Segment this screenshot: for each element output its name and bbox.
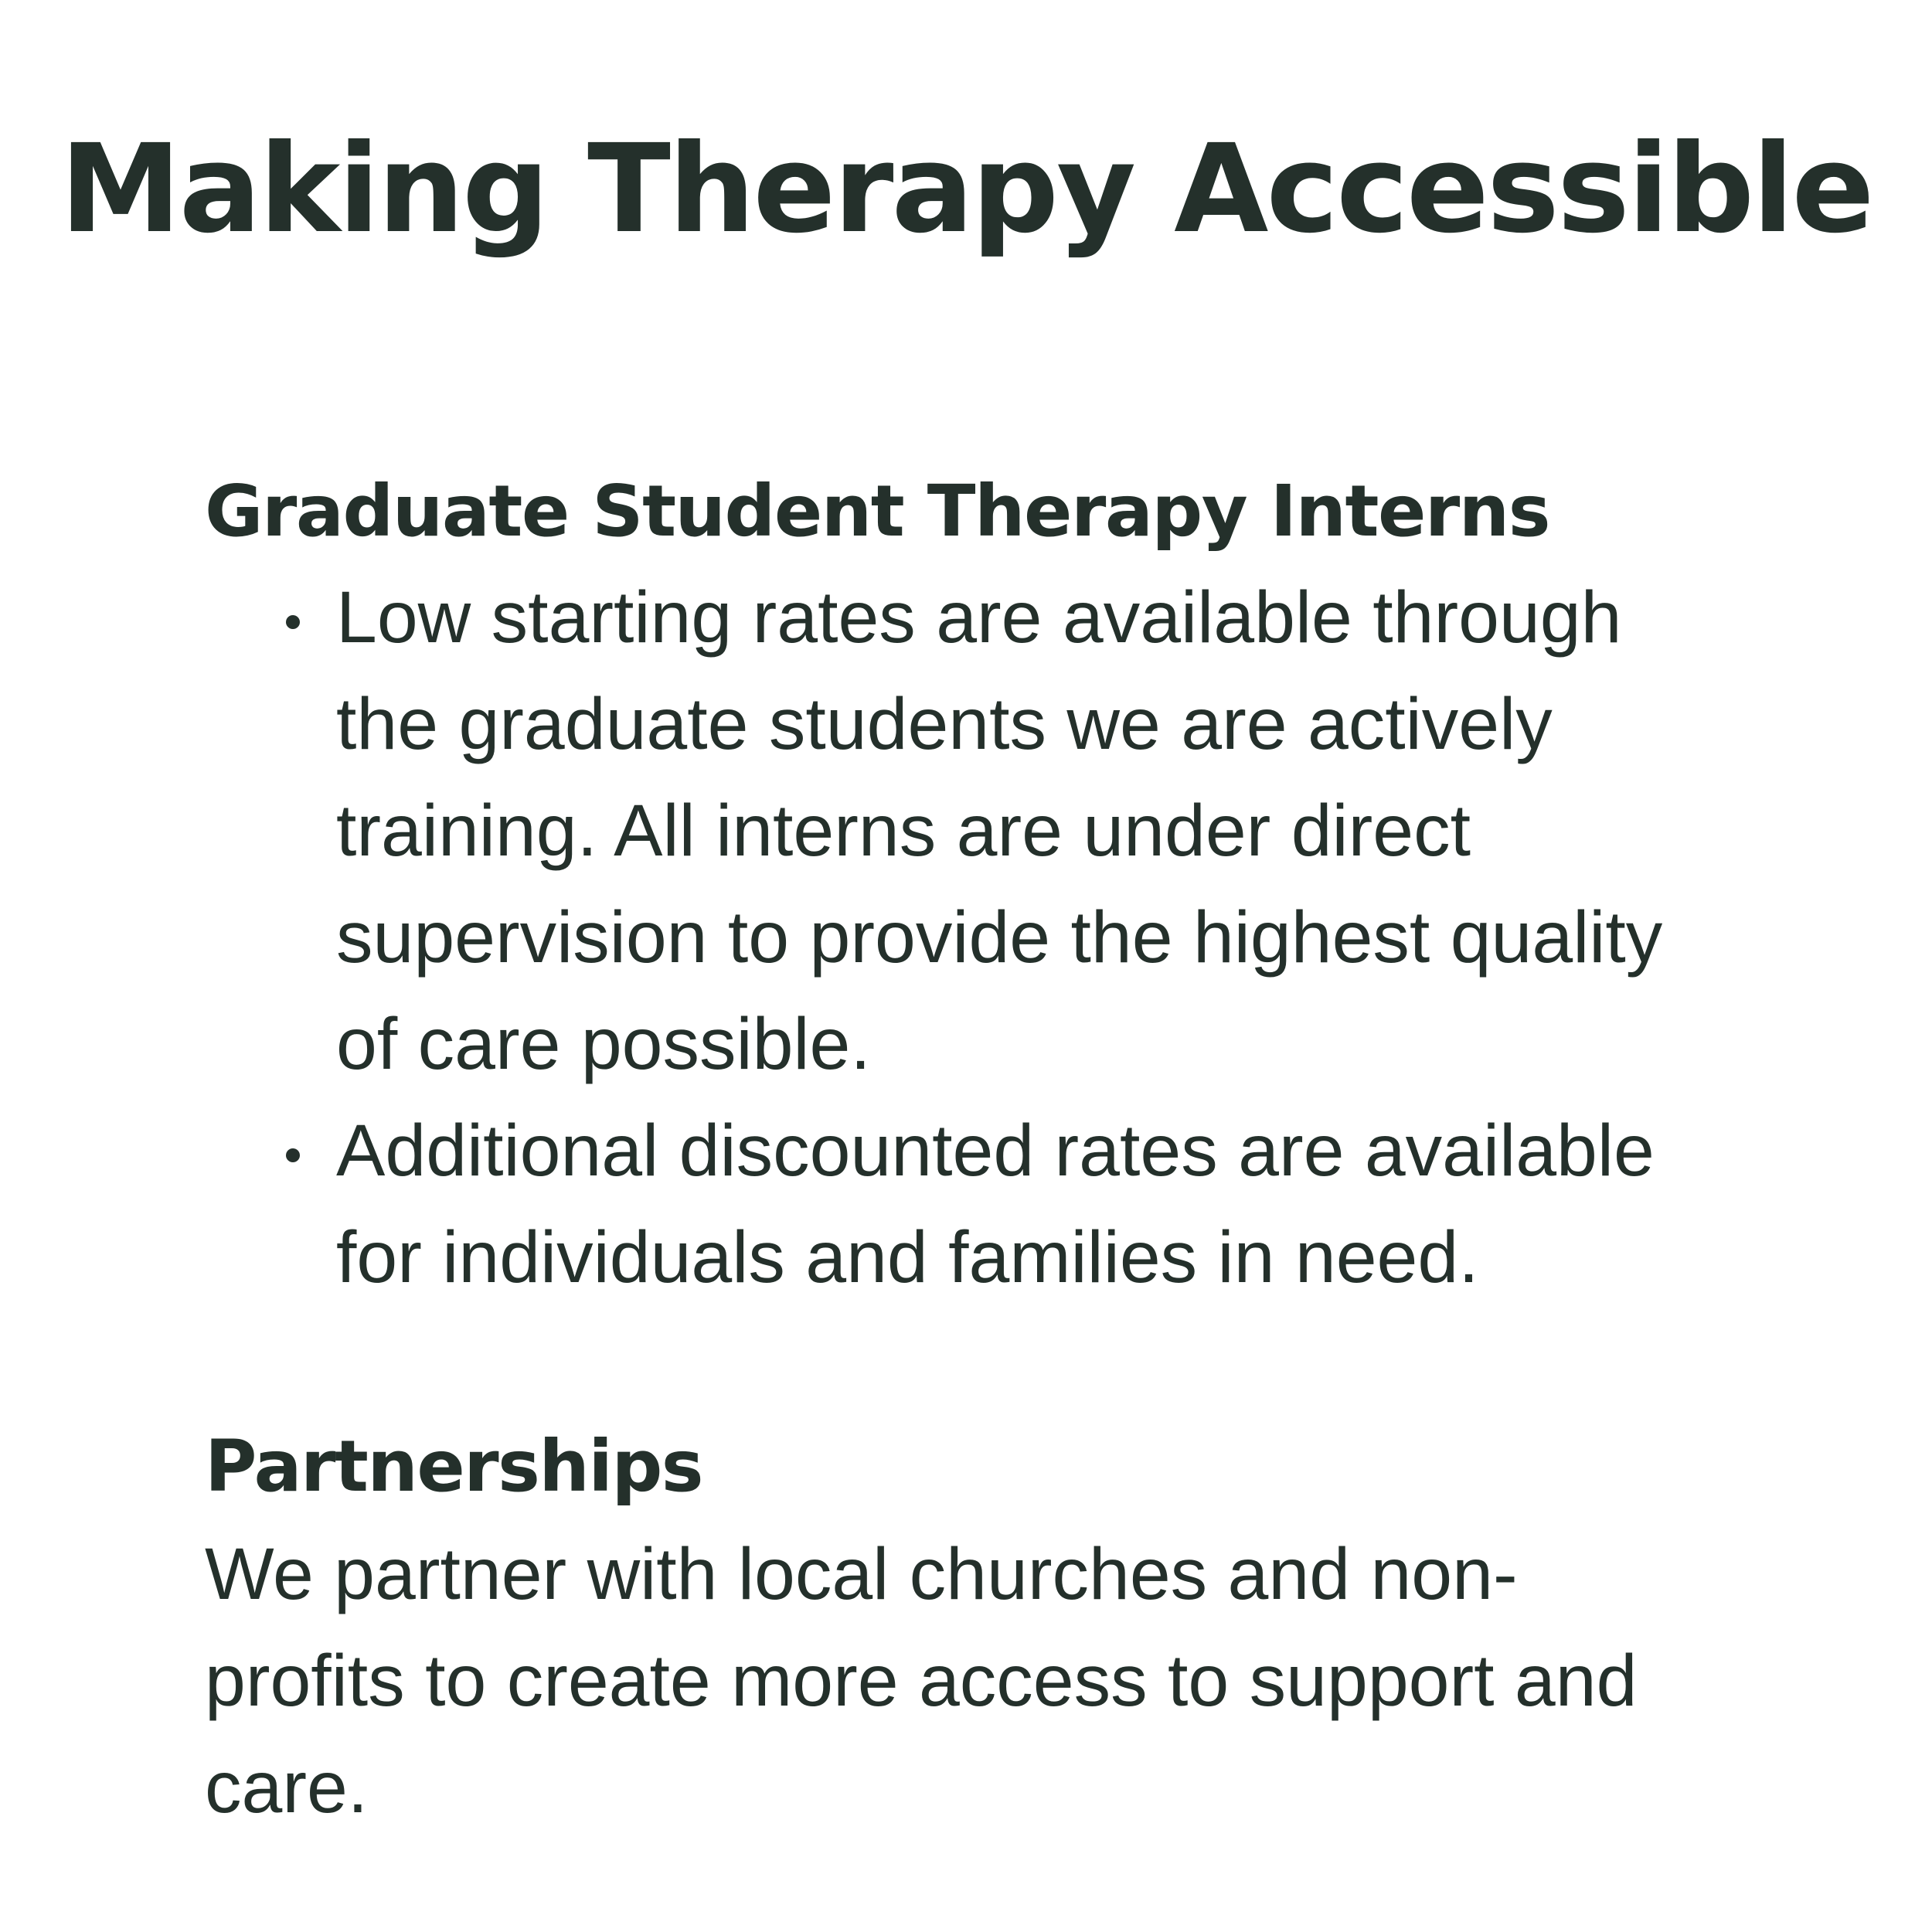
section-heading-partnerships: Partnerships bbox=[205, 1425, 703, 1508]
bullet-text-line: Low starting rates are available through bbox=[336, 577, 1622, 658]
paragraph-text-line: profits to create more access to support and bbox=[205, 1640, 1638, 1722]
paragraph-text-line: We partner with local churches and non- bbox=[205, 1533, 1518, 1615]
bullet-text-line: the graduate students we are actively bbox=[336, 683, 1553, 765]
bullet-item-discounted-rates bbox=[205, 1097, 1750, 1311]
bullet-text-line: training. All interns are under direct bbox=[336, 790, 1471, 872]
paragraph-text-line: care. bbox=[205, 1747, 369, 1828]
bullet-dot-icon bbox=[286, 615, 300, 629]
bullet-item-low-rates bbox=[205, 564, 1750, 1097]
bullet-text-line: Additional discounted rates are available bbox=[336, 1110, 1655, 1192]
bullet-dot-icon bbox=[286, 1148, 300, 1162]
interns-bullet-list bbox=[205, 564, 1750, 1311]
bullet-text-line: for individuals and families in need. bbox=[336, 1216, 1479, 1298]
partnerships-paragraph bbox=[205, 1521, 1750, 1841]
bullet-text-line: of care possible. bbox=[336, 1003, 871, 1085]
section-heading-interns: Graduate Student Therapy Interns bbox=[205, 470, 1549, 553]
page-title: Making Therapy Accessible bbox=[60, 118, 1872, 260]
bullet-text-line: supervision to provide the highest quality bbox=[336, 896, 1663, 978]
